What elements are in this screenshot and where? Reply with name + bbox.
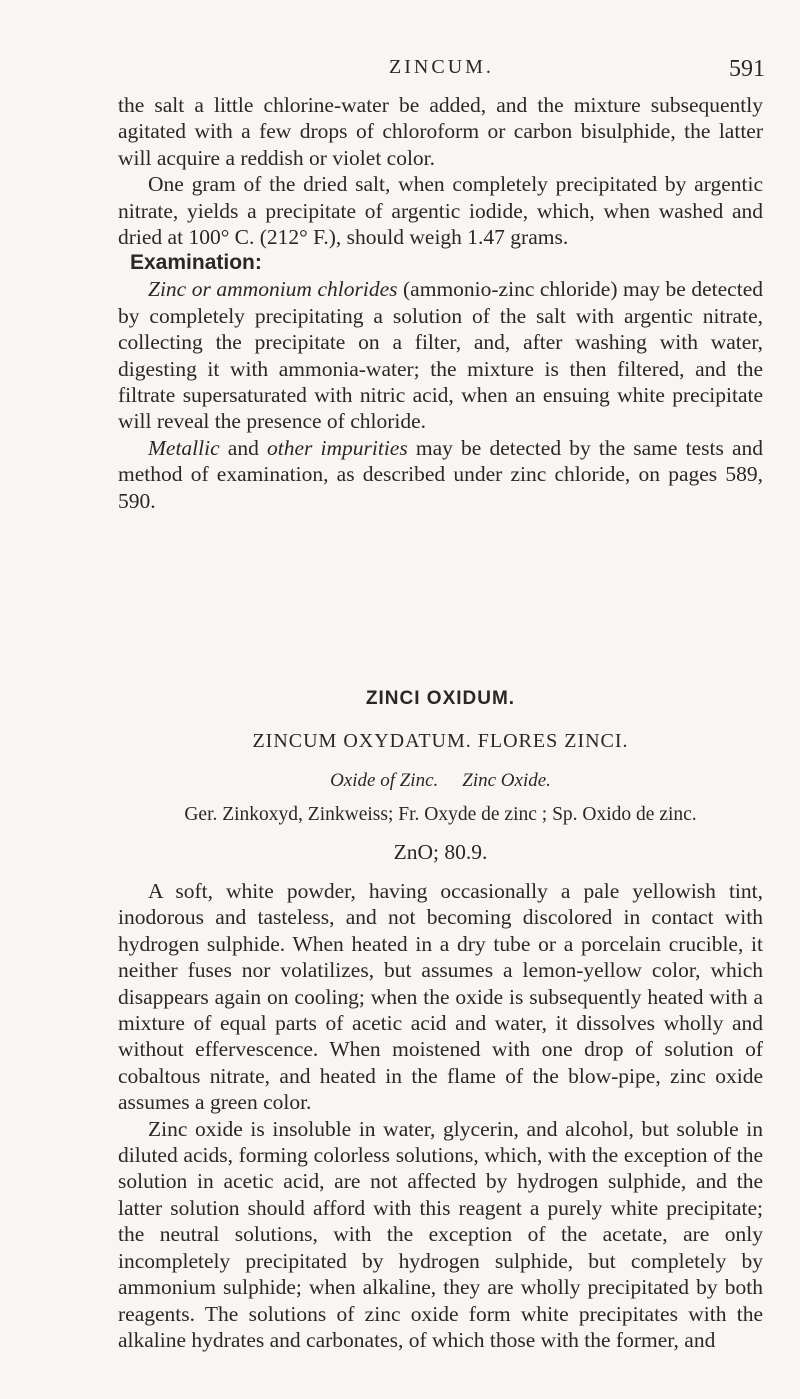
page-header <box>118 56 765 86</box>
paragraph-solubility: Zinc oxide is insoluble in water, glycerin, and alcohol, but soluble in diluted acids, forming colorless solutions, which, with the exception of the solution in acetic acid, are not affected by hydrogen sulphide, and the latter solution should afford with this reagent a purely white precipitate; the neutral solutions, with the exception of the acetate, are only incompletely precipitated by hydrogen sulphide, but completely by ammonium sulphide; when alkaline, they are wholly precipitated by both reagents. The solutions of zinc oxide form white precipitates with the alkaline hydrates and carbonates, of which those with the former, and <box>118 1116 763 1352</box>
section-synonyms: ZINCUM OXYDATUM. FLORES ZINCI. <box>252 730 629 752</box>
foreign-names: Ger. Zinkoxyd, Zinkweiss; Fr. Oxyde de zinc ; Sp. Oxido de zinc. <box>184 804 697 825</box>
section-title: ZINCI OXIDUM. <box>365 688 516 709</box>
chlorides-text: (ammonio-zinc chloride) may be detected by completely precipitating a solution of the salt with argentic nitrate, collecting the precipitate on a filter, and, after washing with water, digesting it with ammonia-water; the mixture is then filtered, and the filtrate supersaturated with nitric acid, when an ensuing white precipitate will reveal the presence of chloride. <box>118 277 763 434</box>
impurities-text: may be detected by the same tests and method of examination, as described under zinc chloride, on pages 589, 590. <box>118 435 764 513</box>
english-name-2: Zinc Oxide. <box>462 770 551 791</box>
english-names <box>118 770 763 792</box>
metallic-term: Metallic <box>148 435 220 460</box>
paragraph-continued: the salt a little chlorine-water be added, and the mixture subsequently agitated with a few drops of chloroform or carbon bisulphide, the latter will acquire a reddish or violet color. <box>118 93 763 170</box>
and-word: and <box>219 435 267 460</box>
paragraph-weight-test: One gram of the dried salt, when completely precipitated by argentic nitrate, yields a precipitate of argentic iodide, which, when washed and dried at 100° C. (212° F.), should weigh 1.47 grams. <box>118 172 763 250</box>
paragraph-chlorides <box>118 276 763 434</box>
paragraph-impurities <box>118 435 763 514</box>
chlorides-term: Zinc or ammonium chlorides <box>148 277 398 302</box>
page-number: 591 <box>729 56 765 82</box>
impurities-term: other impurities <box>266 435 408 460</box>
paragraph-description: A soft, white powder, having occasionally a pale yellowish tint, inodorous and tasteless, and not becoming discolored in contact with hydrogen sulphide. When heated in a dry tube or a porcelain crucible, it neither fuses nor volatilizes, but assumes a lemon-yellow color, which disappears again on cooling; when the oxide is subsequently heated with a mixture of equal parts of acetic acid and water, it dissolves wholly and without effervescence. When moistened with one drop of solution of cobaltous nitrate, and heated in the flame of the blow-pipe, zinc oxide assumes a green color. <box>118 879 763 1115</box>
chemical-formula: ZnO; 80.9. <box>393 840 488 864</box>
upper-text-block <box>118 92 763 514</box>
examination-heading: Examination: <box>130 251 262 275</box>
lower-text-block <box>118 878 763 1353</box>
english-name-1: Oxide of Zinc. <box>330 770 439 791</box>
running-head: ZINCUM. <box>389 56 494 78</box>
